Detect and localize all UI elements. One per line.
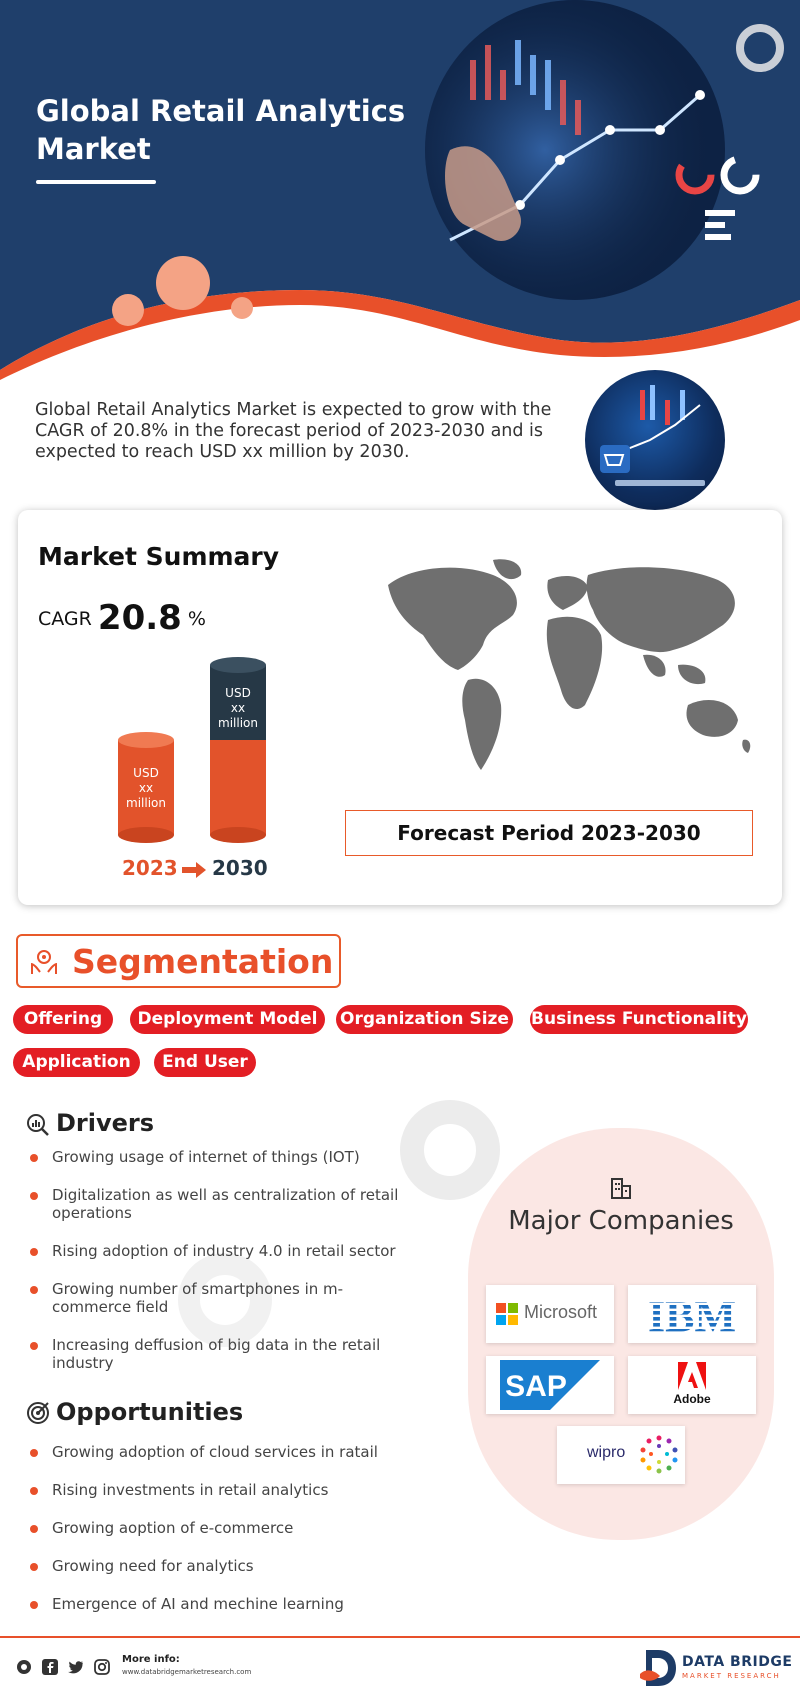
wipro-logo-icon [637,1432,681,1476]
sap-wordmark: SAP [505,1370,567,1403]
major-companies-panel [468,1128,774,1540]
microsoft-label: Microsoft [524,1302,598,1322]
instagram-icon[interactable] [94,1659,110,1675]
list-item: Rising investments in retail analytics [28,1481,428,1499]
drivers-title: Drivers [56,1109,155,1137]
cagr-value: 20.8 [97,598,182,638]
target-icon [26,1401,50,1425]
opportunities-list [28,1443,428,1613]
forecast-period-box: Forecast Period 2023-2030 [345,810,753,856]
intro-text: Global Retail Analytics Market is expected to grow with the CAGR of 20.8% in the forecast period of 2023-2030 and is expected to reach USD xx million by 2030. [35,400,552,462]
ibm-wordmark: IBM [648,1293,736,1335]
brand-subtitle: MARKET RESEARCH [682,1672,781,1680]
market-summary-card [18,510,782,905]
hands-gear-icon [28,946,60,978]
logo-microsoft [486,1285,614,1343]
segmentation-title: Segmentation [72,942,334,981]
market-size-cylinders [98,650,298,890]
hero-banner [0,0,800,380]
segment-deployment-model: Deployment Model [130,1005,325,1034]
segment-end-user: End User [154,1048,256,1077]
opportunities-title: Opportunities [56,1398,244,1426]
list-item: Growing number of smartphones in m-commerce field [28,1280,408,1316]
bar-2030-label: USD xx million [218,686,258,730]
facebook-icon[interactable] [42,1659,58,1675]
segment-organization-size: Organization Size [336,1005,513,1034]
wipro-label: wipro [587,1444,626,1461]
major-companies-title: Major Companies [508,1206,734,1236]
list-item: Growing usage of internet of things (IOT) [28,1148,408,1166]
list-item: Growing aoption of e-commerce [28,1519,428,1537]
cylinder-graphic [98,650,298,850]
retail-analytics-illustration [585,370,725,510]
page-title: Global Retail Analytics Market [36,94,406,166]
logo-wipro [557,1426,685,1484]
segmentation-header [16,934,341,988]
list-item: Rising adoption of industry 4.0 in retail sector [28,1242,408,1260]
bar-2023-label: USD xx million [126,766,166,810]
ibm-logo-icon [638,1293,746,1335]
building-icon [609,1176,633,1200]
segment-offering: Offering [13,1005,113,1034]
list-item: Emergence of AI and mechine learning [28,1595,428,1613]
market-summary-title: Market Summary [38,542,280,571]
world-map [373,555,763,785]
website-link[interactable]: www.databridgemarketresearch.com [122,1668,252,1676]
segment-application: Application [13,1048,140,1077]
logo-ibm [628,1285,756,1343]
logo-sap [486,1356,614,1414]
drivers-list [28,1148,408,1372]
list-item: Growing need for analytics [28,1557,428,1575]
arrow-right-icon [180,860,208,880]
logo-adobe [628,1356,756,1414]
hero-background [0,0,800,380]
cagr-stat [38,598,206,638]
share-icon[interactable] [16,1659,32,1675]
cagr-unit: % [187,608,206,630]
year-2023: 2023 [122,856,178,880]
analytics-icon [26,1113,50,1137]
adobe-logo-icon [678,1362,706,1390]
list-item: Growing adoption of cloud services in ratail [28,1443,428,1461]
title-underline [36,180,156,184]
cagr-label: CAGR [38,608,92,630]
list-item: Digitalization as well as centralization of retail operations [28,1186,408,1222]
decor-ring [400,1100,500,1200]
microsoft-logo-icon [496,1303,518,1325]
more-info-label: More info: [122,1654,180,1665]
twitter-icon[interactable] [68,1659,84,1675]
data-bridge-logo-icon [640,1648,678,1688]
sap-logo-icon [500,1360,600,1410]
footer-divider [0,1636,800,1638]
brand-name: DATA BRIDGE [682,1654,793,1670]
adobe-label: Adobe [673,1392,711,1406]
segment-business-functionality: Business Functionality [530,1005,748,1034]
list-item: Increasing deffusion of big data in the retail industry [28,1336,408,1372]
year-2030: 2030 [212,856,268,880]
